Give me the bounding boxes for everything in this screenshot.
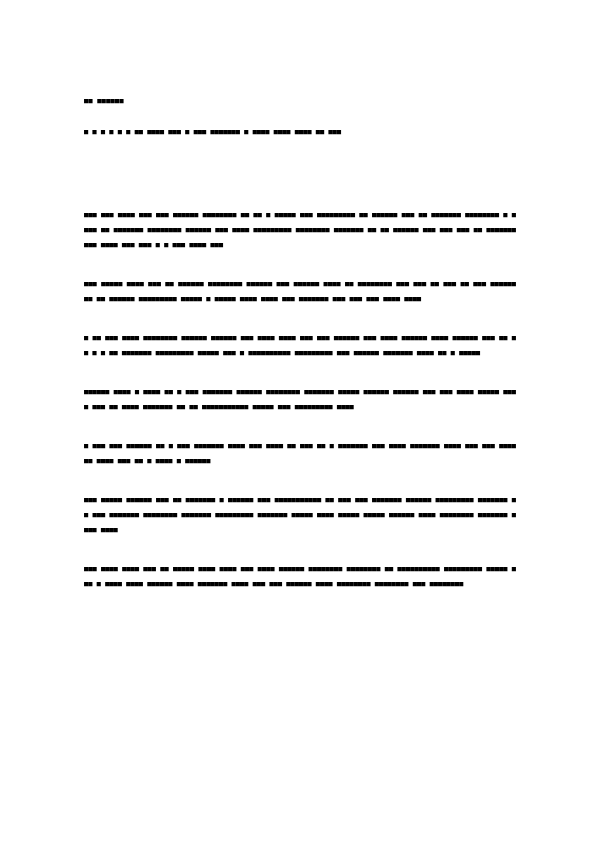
paragraph-2: ■■■ ■■■■■ ■■■■ ■■■ ■■ ■■■■■■ ■■■■■■■■ ■■■■■■ ■■■ ■■■■■■ ■■■■ ■■ ■■■■■■■■ ■■■ ■■■ ■■ ■■■ ■■ ■■■ ■■■■■■ ■■ ■■ ■■■■■■ ■■■■■■■■■ ■■■■■ ■ ■■■■■ ■■■■ ■■■■ ■■■ ■■■■■■■ ■■■ ■■■ ■■■ ■■■■ ■■■■ [84,280,516,303]
document-subtitle: ■ ■ ■ ■ ■ ■ ■■ ■■■■ ■■■ ■ ■■■ ■■■■■■■ ■ ■■■■ ■■■■ ■■■■ ■■ ■■■ [84,128,342,136]
document-body [84,208,516,616]
paragraph-4: ■■■■■■ ■■■■ ■ ■■■■ ■■ ■ ■■■ ■■■■■■■ ■■■■■■ ■■■■■■■■ ■■■■■■■ ■■■■■ ■■■■■■ ■■■■■■ ■■■ ■■■ ■■■■ ■■■■■ ■■■■ ■■■ ■■ ■■■■ ■■■■■■■ ■■ ■■ ■■■■■■■■■■■ ■■■■■ ■■■ ■■■■■■■■■ ■■■■ [84,388,516,411]
paragraph-3: ■ ■■ ■■■ ■■■■ ■■■■■■■■ ■■■■■■ ■■■■■■ ■■■ ■■■■ ■■■■ ■■■ ■■■ ■■■■■■ ■■■ ■■■■ ■■■■■■ ■■■■ ■■■■■■ ■■■ ■■ ■ ■ ■ ■ ■■ ■■■■■■■ ■■■■■■■■■ ■■■■■ ■■■ ■ ■■■■■■■■■■ ■■■■■■■■■ ■■■ ■■■■■■ ■■■■■■■ ■■■■ ■■ ■ ■■■■■ [84,334,516,357]
paragraph-6: ■■■ ■■■■■ ■■■■■■ ■■■ ■■ ■■■■■■■ ■ ■■■■■■ ■■■ ■■■■■■■■■■■ ■■ ■■■ ■■■ ■■■■■■■ ■■■■■■ ■■■■■■■■■ ■■■■■■■ ■■ ■■■ ■■■■■■■ ■■■■■■■■ ■■■■■■■ ■■■■■■■■■ ■■■■■■■ ■■■■■ ■■■■ ■■■■■ ■■■■■ ■■■■■■ ■■■■ ■■■■■■■■ ■■■■■■■ ■■■■ ■■■■ [84,496,516,534]
document-header [84,96,514,148]
document-title: ■■ ■■■■■■ [84,97,124,105]
paragraph-1: ■■■ ■■■ ■■■■ ■■■ ■■■ ■■■■■■ ■■■■■■■■ ■■ ■■ ■ ■■■■■ ■■■ ■■■■■■■■■ ■■ ■■■■■■ ■■■ ■■ ■■■■■■■ ■■■■■■■■ ■ ■■■■ ■■ ■■■■■■■ ■■■■■■■■ ■■■■■■ ■■■ ■■■■ ■■■■■■■■■ ■■■■■■■■ ■■■■■■■ ■■ ■■ ■■■■■■ ■■■ ■■■ ■■■ ■■ ■■■■■■■■■■ ■■■■ ■■■ ■■■ ■ ■ ■■■ ■■■■ ■■■ [84,211,516,249]
paragraph-5: ■ ■■■ ■■■ ■■■■■■ ■■ ■ ■■■ ■■■■■■■ ■■■■ ■■■ ■■■■ ■■ ■■■ ■■ ■ ■■■■■■■ ■■■ ■■■■ ■■■■■■■ ■■■■ ■■■ ■■■ ■■■■■■ ■■■■ ■■■ ■■ ■ ■■■■ ■ ■■■■■■ [84,442,516,465]
paragraph-7: ■■■ ■■■■ ■■■■ ■■■ ■■ ■■■■■ ■■■■ ■■■■ ■■■ ■■■■ ■■■■■■ ■■■■■■■■ ■■■■■■■■ ■■ ■■■■■■■■■■ ■■■■■■■■■ ■■■■■ ■■■ ■ ■■■■ ■■■■ ■■■■■■ ■■■■ ■■■■■■■ ■■■■ ■■■ ■■■ ■■■■■■ ■■■■ ■■■■■■■■ ■■■■■■■■ ■■■ ■■■■■■■■ [84,565,516,588]
